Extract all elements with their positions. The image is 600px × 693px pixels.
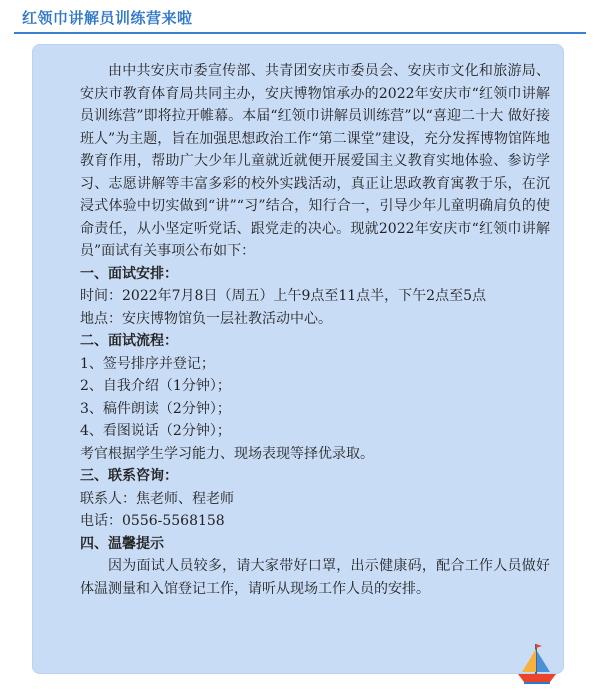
intro-paragraph: 由中共安庆市委宣传部、共青团安庆市委员会、安庆市文化和旅游局、安庆市教育体育局共同主办，安庆博物馆承办的2022年安庆市“红领巾讲解员训练营”即将拉开帷幕。本届“红领巾讲解员训练营”以“喜迎二十大 做好接班人”为主题，旨在加强思想政治工作“第二课堂”建设，充分发挥博物馆阵地教育作用，帮助广大少年儿童就近就便开展爱国主义教育实地体验、参访学习、志愿讲解等丰富多彩的校外实践活动，真正让思政教育寓教于乐，在沉浸式体验中切实做到“讲”“习”结合，知行合一，引导少年儿童明确肩负的使命责任，从小坚定听党话、跟党走的决心。现就2022年安庆市“红领巾讲解员”面试有关事项公布如下： — [80, 63, 550, 259]
contact-phone: 电话：0556-5568158 — [80, 513, 225, 529]
section-heading-tips: 四、温馨提示 — [80, 535, 164, 552]
process-step: 1、签号排序并登记； — [80, 355, 215, 372]
process-step: 3、稿件朗读（2分钟）； — [80, 400, 231, 417]
selection-note: 考官根据学生学习能力、现场表现等择优录取。 — [80, 445, 374, 462]
section-heading-contact: 三、联系咨询： — [80, 468, 178, 484]
page-title: 红领巾讲解员训练营来啦 — [22, 9, 193, 27]
article-body — [80, 60, 550, 600]
page-header — [0, 0, 600, 38]
tips-paragraph: 因为面试人员较多，请大家带好口罩，出示健康码，配合工作人员做好体温测量和入馆登记工作，请听从现场工作人员的安排。 — [80, 558, 550, 597]
interview-place: 地点：安庆博物馆负一层社教活动中心。 — [80, 310, 332, 327]
interview-time: 时间：2022年7月8日（周五）上午9点至11点半，下午2点至5点 — [80, 288, 486, 304]
title-divider — [14, 32, 586, 34]
section-heading-process: 二、面试流程： — [80, 333, 178, 349]
process-step: 4、看图说话（2分钟）； — [80, 423, 231, 439]
section-heading-schedule: 一、面试安排： — [80, 265, 178, 282]
contact-person: 联系人：焦老师、程老师 — [80, 490, 234, 507]
sailboat-icon — [514, 640, 560, 686]
process-step: 2、自我介绍（1分钟）； — [80, 378, 231, 394]
